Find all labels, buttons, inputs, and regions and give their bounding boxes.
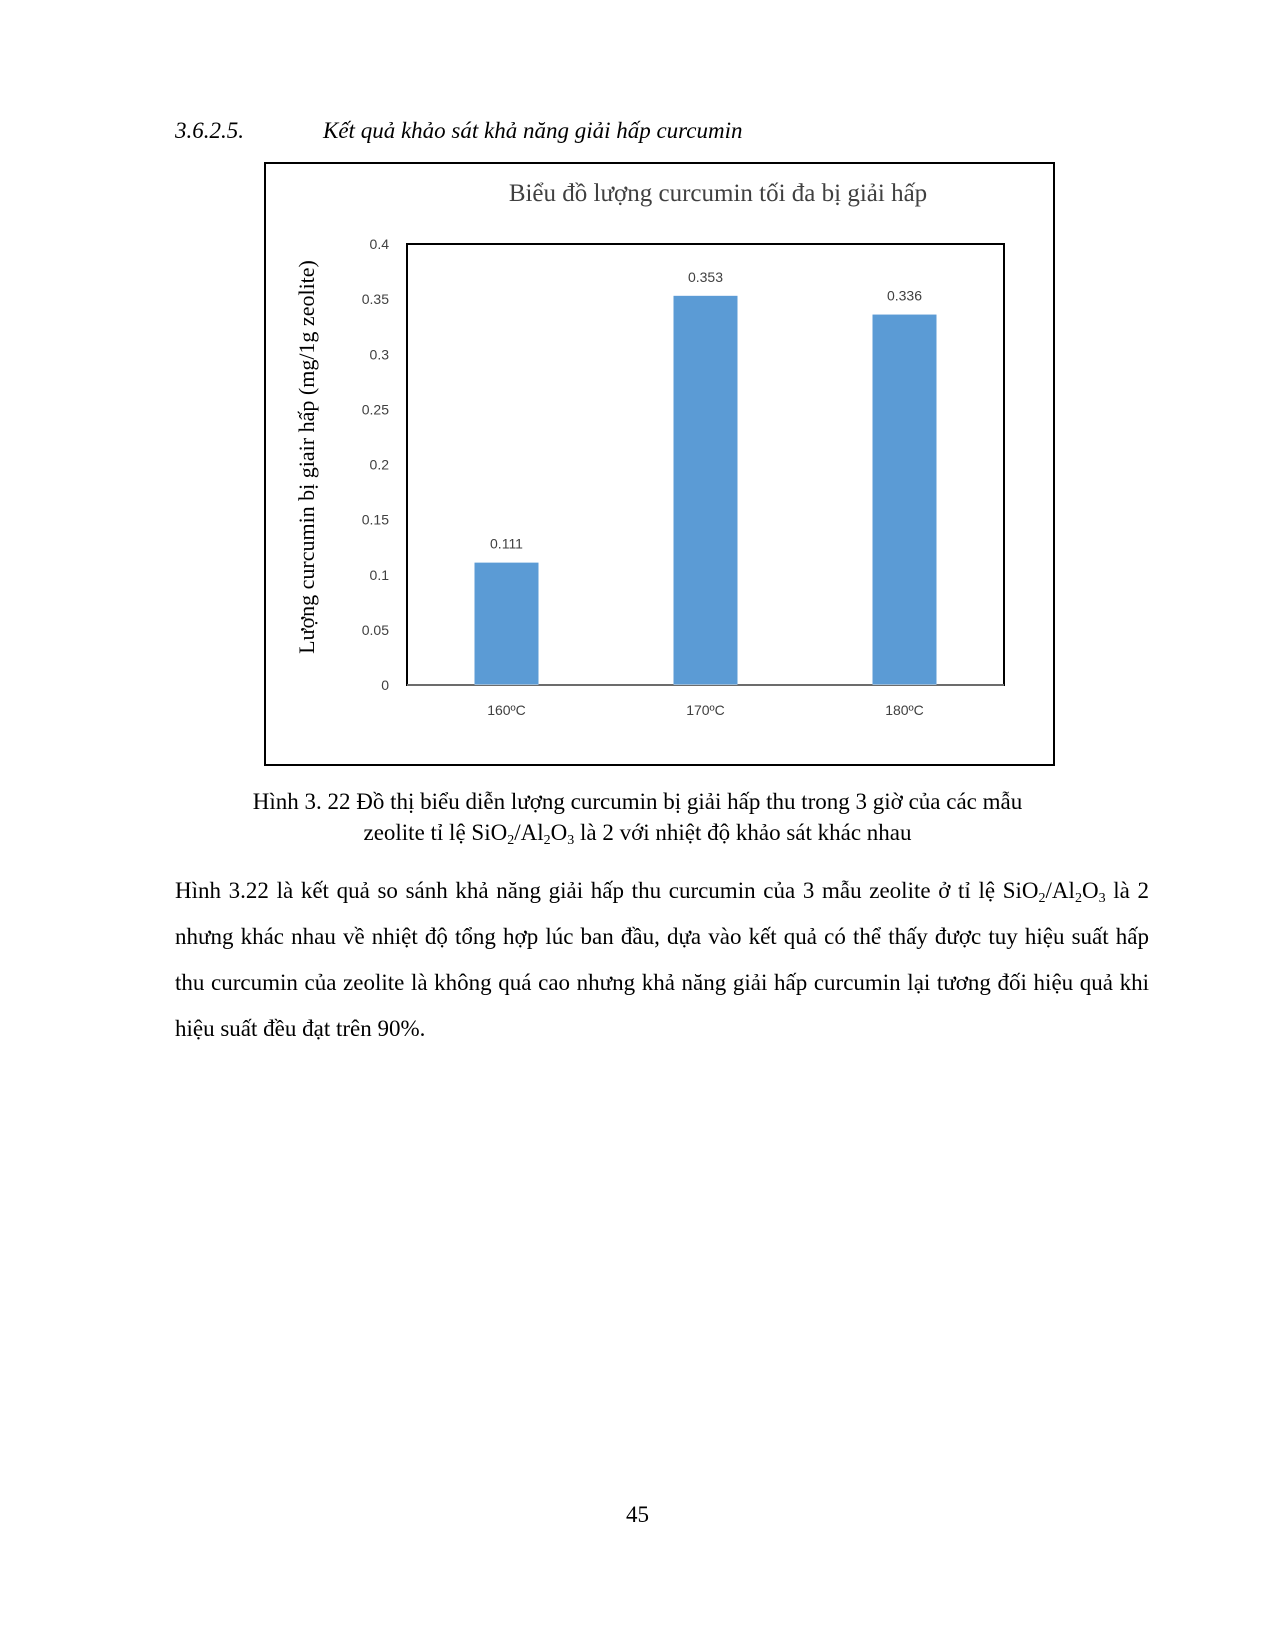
section-heading [175, 118, 743, 144]
y-tick-label: 0.25 [361, 401, 389, 418]
bar-2 [873, 315, 937, 685]
section-number: 3.6.2.5. [175, 118, 244, 143]
bar-data-label: 0.336 [886, 287, 923, 304]
section-title: Kết quả khảo sát khả năng giải hấp curcumin [323, 118, 743, 143]
y-tick-label: 0 [381, 677, 389, 693]
bar-data-label: 0.353 [687, 268, 724, 285]
figure-frame [264, 162, 1055, 766]
y-tick-labels [362, 236, 389, 693]
chart-title: Biểu đồ lượng curcumin tối đa bị giải hấp [508, 180, 928, 207]
y-tick-label: 0.4 [369, 236, 389, 252]
y-tick-label: 0.15 [361, 511, 389, 528]
y-tick-label: 0.3 [369, 346, 389, 363]
caption-line-1: Hình 3. 22 Đồ thị biểu diễn lượng curcumin bị giải hấp thu trong 3 giờ của các mẫu [252, 789, 1023, 814]
caption-line-2: zeolite tỉ lệ $SiO_2/Al_2O_3$ là 2 với nhiệt độ khảo sát khác nhau [363, 820, 912, 848]
y-tick-label: 0.2 [369, 456, 389, 473]
page-number: 45 [626, 1502, 649, 1527]
bars [407, 296, 1004, 685]
bar-1 [674, 296, 738, 685]
bar-0 [475, 563, 539, 685]
y-tick-label: 0.1 [369, 566, 389, 583]
body-paragraph: Hình 3.22 là kết quả so sánh khả năng giải hấp thu curcumin của 3 mẫu zeolite ở tỉ lệ $SiO_2/Al_2O_3$ là 2 nhưng khác nhau về nhiệt độ tổng hợp lúc ban đầu, dựa vào kết quả có thể thấy được tuy hiệu suất hấp thu curcumin của zeolite là không quá cao nhưng khả năng giải hấp curcumin lại tương đối hiệu quả khi hiệu suất đều đạt trên 90%. [175, 878, 1149, 1041]
bar-data-label: 0.111 [490, 535, 523, 552]
bar-chart [266, 164, 1053, 764]
x-tick-label: 170ºC [686, 702, 725, 718]
y-axis-label: Lượng curcumin bị giair hấp (mg/1g zeolite) [294, 260, 319, 654]
figure-caption [175, 786, 1100, 848]
y-tick-label: 0.05 [361, 621, 389, 638]
x-tick-label: 160ºC [487, 702, 526, 718]
x-tick-label: 180ºC [885, 702, 924, 718]
y-tick-label: 0.35 [361, 291, 389, 308]
x-tick-labels [487, 702, 924, 718]
